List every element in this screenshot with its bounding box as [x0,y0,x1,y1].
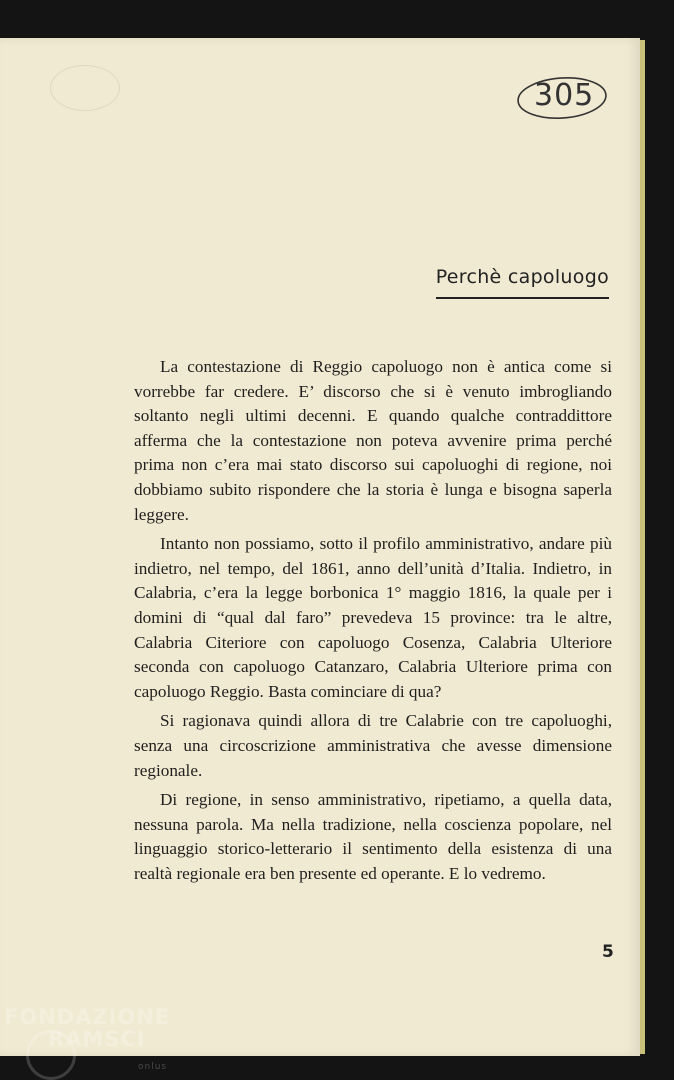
archive-stamp [516,76,608,120]
watermark-suffix: onlus [138,1062,168,1072]
page-edge [640,40,645,1054]
watermark-line1: FONDAZIONE [4,1005,171,1029]
archive-number: 305 [534,78,595,113]
paragraph-1: La contestazione di Reggio capoluogo non è antica come si vorrebbe far credere. E’ discorso che si è venuto imbrogliando soltanto negli ultimi decenni. E quando qualche contraddittore afferma che la contestazione non poteva avvenire prima perché prima non c’era mai stato discorso sui capoluoghi di regione, noi dobbiamo subito rispondere che la storia è lunga e bisogna saperla leggere. [134,357,612,524]
section-heading: Perchè capoluogo [435,266,609,288]
pencil-mark [50,65,120,111]
page-number: 5 [602,942,614,962]
watermark [4,1005,171,1072]
paragraph-3: Si ragionava quindi allora di tre Calabrie con tre capoluoghi, senza una circoscrizione amministrativa che avesse dimensione regionale. [134,711,612,780]
heading-rule [436,297,609,299]
body-text [134,355,612,891]
paragraph-2: Intanto non possiamo, sotto il profilo amministrativo, andare più indietro, nel tempo, del 1861, anno dell’unità d’Italia. Indietro, in Calabria, c’era la legge borbonica 1° maggio 1816, la quale per i domini di “qual dal faro” prevedeva 15 province: tra le altre, Calabria Citeriore con capoluogo Cosenza, Calabria Ulteriore seconda con capoluogo Catanzaro, Calabria Ulteriore prima con capoluogo Reggio. Basta cominciare di qua? [134,534,612,701]
paragraph-4: Di regione, in senso amministrativo, ripetiamo, a quella data, nessuna parola. Ma nella tradizione, nella coscienza popolare, nel linguaggio storico-letterario il sentimento della esistenza di una realtà regionale era ben presente ed operante. E lo vedremo. [134,790,612,883]
watermark-line2: RAMSCI [48,1027,146,1051]
